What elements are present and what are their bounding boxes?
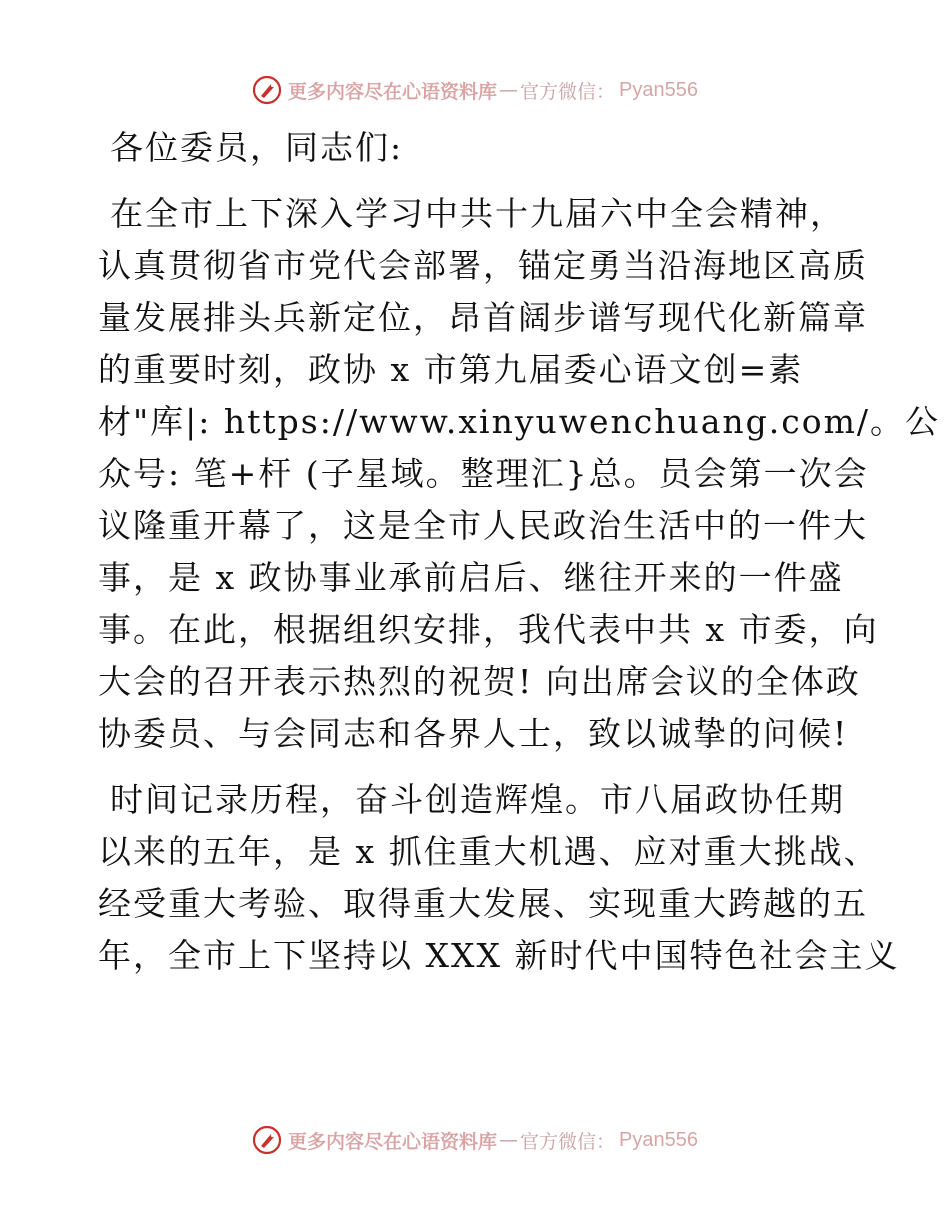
watermark-main-text: 更多内容尽在心语资料库 (288, 80, 498, 103)
salutation: 各位委员，同志们: (110, 128, 404, 167)
watermark-header (0, 70, 950, 110)
paragraph-line: 认真贯彻省市党代会部署，锚定勇当沿海地区高质 (98, 246, 868, 285)
paragraph-line: 时间记录历程，奋斗创造辉煌。市八届政协任期 (110, 780, 845, 819)
watermark-handle: Pyan556 (619, 78, 698, 101)
watermark-main-text: 更多内容尽在心语资料库 (288, 1130, 498, 1153)
paragraph-line: 在全市上下深入学习中共十九届六中全会精神， (110, 194, 845, 233)
paragraph-line: 事。在此，根据组织安排，我代表中共 x 市委，向 (98, 610, 879, 649)
watermark-separator: — (499, 79, 519, 101)
paragraph-line: 议隆重开幕了，这是全市人民政治生活中的一件大 (98, 506, 868, 545)
watermark-handle: Pyan556 (619, 1128, 698, 1151)
paragraph-2 (98, 774, 900, 982)
paragraph-line: 材"库|: https://www.xinyuwenchuang.com/。公 (98, 402, 941, 441)
paragraph-line: 年，全市上下坚持以 XXX 新时代中国特色社会主义 (98, 936, 900, 975)
paragraph-line: 大会的召开表示热烈的祝贺! 向出席会议的全体政 (98, 662, 861, 701)
watermark-label: 官方微信： (520, 1130, 616, 1153)
pen-nib-icon (252, 1125, 282, 1155)
paragraph-line: 协委员、与会同志和各界人士，致以诚挚的问候! (98, 714, 849, 753)
paragraph-line: 经受重大考验、取得重大发展、实现重大跨越的五 (98, 884, 868, 923)
paragraph-line: 众号: 笔+杆 (子星域。整理汇}总。员会第一次会 (98, 454, 869, 493)
paragraph-line: 以来的五年，是 x 抓住重大机遇、应对重大挑战、 (98, 832, 879, 871)
paragraph-1 (98, 188, 941, 760)
pen-nib-icon (252, 75, 282, 105)
paragraph-line: 的重要时刻，政协 x 市第九届委心语文创=素 (98, 350, 804, 389)
watermark-separator: — (499, 1129, 519, 1151)
watermark-label: 官方微信： (520, 80, 616, 103)
paragraph-line: 量发展排头兵新定位，昂首阔步谱写现代化新篇章 (98, 298, 868, 337)
paragraph-gap (98, 760, 858, 774)
paragraph-gap (98, 174, 858, 188)
document-body (98, 122, 941, 982)
watermark-footer (0, 1120, 950, 1160)
paragraph-line: 事，是 x 政协事业承前启后、继往开来的一件盛 (98, 558, 844, 597)
